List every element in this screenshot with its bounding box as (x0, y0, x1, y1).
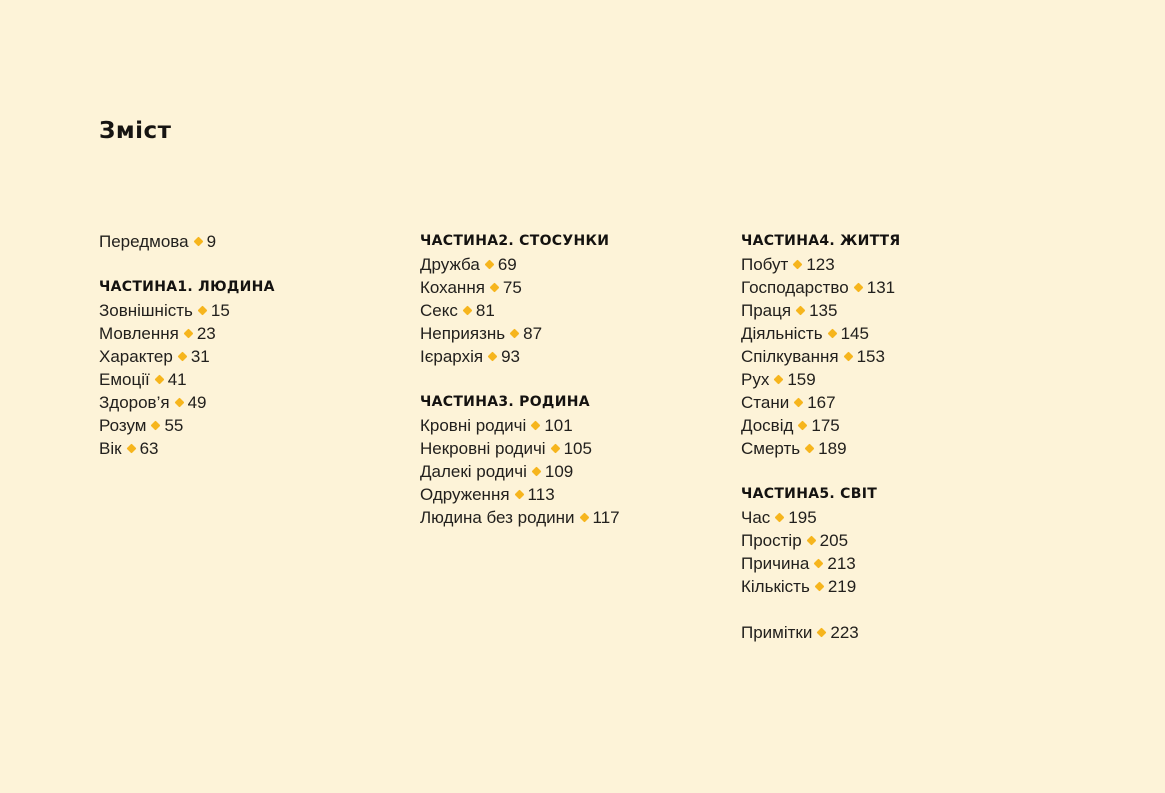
toc-entry-page: 153 (856, 347, 885, 366)
toc-entry-page: 69 (497, 255, 517, 274)
toc-entry-page: 219 (827, 577, 857, 596)
toc-column-2 (420, 230, 720, 529)
toc-entry-page: 41 (167, 370, 187, 389)
diamond-bullet-icon (484, 260, 494, 270)
toc-entry-label: Характер (99, 347, 173, 366)
toc-entry[interactable] (420, 345, 720, 368)
diamond-bullet-icon (843, 352, 853, 362)
toc-entry-page: 123 (806, 255, 835, 274)
toc-entry[interactable] (741, 299, 1041, 322)
diamond-bullet-icon (774, 375, 784, 385)
toc-entry-label: Рух (741, 370, 770, 389)
toc-entry-label: Вік (99, 439, 122, 458)
toc-entry[interactable] (99, 437, 399, 460)
toc-entry[interactable] (99, 322, 399, 345)
page-title: Зміст (99, 118, 172, 144)
toc-entry[interactable] (741, 391, 1041, 414)
diamond-bullet-icon (798, 421, 808, 431)
toc-entry-label: Розум (99, 416, 147, 435)
diamond-bullet-icon (793, 260, 803, 270)
toc-entry-page: 81 (475, 301, 495, 320)
toc-entry-preface[interactable] (99, 230, 399, 253)
toc-entry[interactable] (420, 437, 720, 460)
toc-entry[interactable] (741, 506, 1041, 529)
toc-entry-label: Примітки (741, 623, 813, 642)
toc-entry-label: Некровні родичі (420, 439, 546, 458)
diamond-bullet-icon (174, 398, 184, 408)
toc-entry-label: Кохання (420, 278, 485, 297)
toc-entry[interactable] (741, 368, 1041, 391)
diamond-bullet-icon (154, 375, 164, 385)
diamond-bullet-icon (827, 329, 837, 339)
toc-entry-page: 117 (592, 508, 620, 527)
toc-entry[interactable] (420, 253, 720, 276)
toc-entry[interactable] (741, 345, 1041, 368)
toc-entry-page: 87 (523, 324, 543, 343)
toc-entry-label: Досвід (741, 416, 794, 435)
toc-entry-page: 49 (187, 393, 207, 412)
toc-entry-page: 101 (544, 416, 573, 435)
toc-entry-page: 15 (210, 301, 230, 320)
toc-entry-label: Спілкування (741, 347, 839, 366)
toc-entry-label: Емоції (99, 370, 150, 389)
diamond-bullet-icon (177, 352, 187, 362)
section-heading-part-5: ЧАСТИНА5. СВІТ (741, 486, 878, 502)
toc-entry-label: Праця (741, 301, 792, 320)
toc-entry-label: Час (741, 508, 771, 527)
toc-entry-page: 145 (840, 324, 869, 343)
toc-entry-label: Діяльність (741, 324, 823, 343)
diamond-bullet-icon (489, 283, 499, 293)
toc-entry-label: Простір (741, 531, 802, 550)
diamond-bullet-icon (462, 306, 472, 316)
toc-entry-page: 223 (830, 623, 859, 642)
toc-entry[interactable] (99, 299, 399, 322)
toc-entry-label: Секс (420, 301, 458, 320)
toc-entry-page: 189 (818, 439, 847, 458)
toc-entry-page: 105 (563, 439, 592, 458)
toc-entry-page: 135 (809, 301, 838, 320)
toc-entry-label: Стани (741, 393, 790, 412)
toc-entry-label: Далекі родичі (420, 462, 527, 481)
diamond-bullet-icon (806, 536, 816, 546)
diamond-bullet-icon (193, 237, 203, 247)
toc-entry[interactable] (741, 276, 1041, 299)
toc-entry-page: 159 (787, 370, 816, 389)
diamond-bullet-icon (197, 306, 207, 316)
diamond-bullet-icon (183, 329, 193, 339)
toc-entry[interactable] (741, 575, 1041, 598)
toc-entry-page: 205 (819, 531, 849, 550)
toc-entry[interactable] (420, 506, 720, 529)
toc-entry-page: 63 (139, 439, 159, 458)
diamond-bullet-icon (510, 329, 520, 339)
diamond-bullet-icon (531, 421, 541, 431)
toc-entry-page: 55 (164, 416, 184, 435)
toc-entry[interactable] (420, 414, 720, 437)
diamond-bullet-icon (794, 398, 804, 408)
toc-column-3 (741, 230, 1041, 644)
section-heading-part-1: ЧАСТИНА1. ЛЮДИНА (99, 279, 275, 295)
toc-entry-page: 131 (866, 278, 896, 297)
toc-entry-label: Смерть (741, 439, 801, 458)
toc-entry[interactable] (741, 552, 1041, 575)
toc-entry-page: 113 (527, 485, 555, 504)
toc-entry-label: Причина (741, 554, 810, 573)
diamond-bullet-icon (853, 283, 863, 293)
toc-entry[interactable] (420, 460, 720, 483)
toc-entry-label: Побут (741, 255, 789, 274)
toc-entry-page: 167 (807, 393, 836, 412)
diamond-bullet-icon (151, 421, 161, 431)
diamond-bullet-icon (531, 467, 541, 477)
toc-entry-label: Неприязнь (420, 324, 506, 343)
diamond-bullet-icon (775, 513, 785, 523)
diamond-bullet-icon (814, 559, 824, 569)
toc-entry[interactable] (420, 299, 720, 322)
toc-entry-notes[interactable] (741, 621, 1041, 644)
toc-entry-label: Кровні родичі (420, 416, 527, 435)
toc-entry-page: 195 (788, 508, 817, 527)
toc-entry[interactable] (420, 483, 720, 506)
toc-entry-page: 93 (501, 347, 520, 366)
toc-entry[interactable] (741, 414, 1041, 437)
toc-entry[interactable] (420, 276, 720, 299)
toc-entry-label: Одруження (420, 485, 510, 504)
toc-entry-label: Мовлення (99, 324, 179, 343)
toc-entry-label: Людина без родини (420, 508, 575, 527)
toc-entry[interactable] (741, 253, 1041, 276)
toc-entry-page: 213 (827, 554, 856, 573)
toc-entry-label: Передмова (99, 232, 189, 251)
toc-entry-page: 75 (502, 278, 522, 297)
section-heading-part-3: ЧАСТИНА3. РОДИНА (420, 394, 590, 410)
toc-entry[interactable] (99, 391, 399, 414)
toc-entry[interactable] (741, 437, 1041, 460)
toc-entry-label: Здоров’я (99, 393, 170, 412)
diamond-bullet-icon (805, 444, 815, 454)
diamond-bullet-icon (514, 490, 524, 500)
toc-entry[interactable] (99, 345, 399, 368)
diamond-bullet-icon (796, 306, 806, 316)
toc-entry-label: Зовнішність (99, 301, 193, 320)
section-heading-part-2: ЧАСТИНА2. СТОСУНКИ (420, 233, 610, 249)
toc-entry[interactable] (420, 322, 720, 345)
toc-entry-page: 23 (196, 324, 216, 343)
toc-entry[interactable] (741, 529, 1041, 552)
toc-entry-page: 31 (190, 347, 210, 366)
diamond-bullet-icon (126, 444, 136, 454)
diamond-bullet-icon (817, 628, 827, 638)
section-heading-part-4: ЧАСТИНА4. ЖИТТЯ (741, 233, 901, 249)
toc-entry-label: Дружба (420, 255, 480, 274)
toc-entry-page: 9 (206, 232, 217, 251)
diamond-bullet-icon (550, 444, 560, 454)
diamond-bullet-icon (579, 513, 589, 523)
toc-entry-label: Господарство (741, 278, 849, 297)
toc-entry-page: 175 (811, 416, 840, 435)
toc-entry-label: Ієрархія (420, 347, 484, 366)
toc-entry[interactable] (741, 322, 1041, 345)
toc-entry[interactable] (99, 414, 399, 437)
toc-entry-label: Кількість (741, 577, 810, 596)
toc-entry-page: 109 (544, 462, 574, 481)
diamond-bullet-icon (814, 582, 824, 592)
toc-column-1 (99, 230, 399, 460)
toc-entry[interactable] (99, 368, 399, 391)
diamond-bullet-icon (488, 352, 498, 362)
